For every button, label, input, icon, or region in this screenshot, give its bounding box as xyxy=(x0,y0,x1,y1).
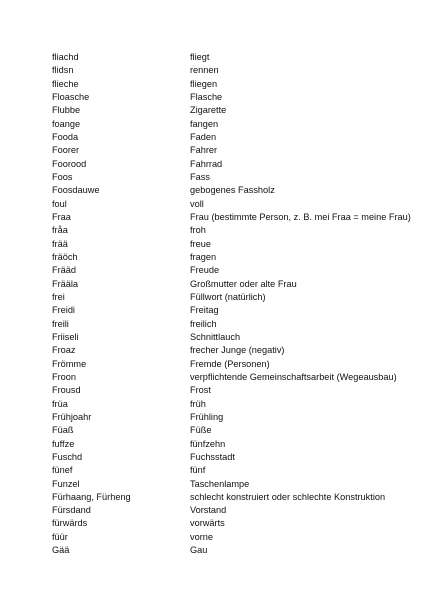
glossary-row xyxy=(52,451,412,464)
glossary-row xyxy=(52,64,412,77)
glossary-term: Fooda xyxy=(52,131,79,142)
glossary-row xyxy=(52,78,412,91)
glossary-term: Foorer xyxy=(52,145,80,156)
glossary-row xyxy=(52,331,412,344)
glossary-meaning: freue xyxy=(190,238,211,249)
glossary-row xyxy=(52,504,412,517)
glossary-row xyxy=(52,398,412,411)
glossary-table xyxy=(52,51,412,557)
glossary-term: Flubbe xyxy=(52,105,81,116)
glossary-meaning: froh xyxy=(190,225,206,236)
glossary-term: frei xyxy=(52,291,65,302)
glossary-row xyxy=(52,491,412,504)
glossary-meaning: Vorstand xyxy=(190,505,227,516)
glossary-meaning: Faden xyxy=(190,131,217,142)
glossary-row xyxy=(52,531,412,544)
glossary-row xyxy=(52,51,412,64)
glossary-term: fråa xyxy=(52,225,68,236)
glossary-meaning: Frühling xyxy=(190,411,224,422)
glossary-meaning: Taschenlampe xyxy=(190,478,250,489)
glossary-meaning: Frau (bestimmte Person, z. B. mei Fraa = meine Frau) xyxy=(190,211,411,222)
glossary-meaning: Frost xyxy=(190,385,211,396)
glossary-term: flieche xyxy=(52,78,79,89)
glossary-meaning: Großmutter oder alte Frau xyxy=(190,278,297,289)
glossary-term: frää xyxy=(52,238,68,249)
glossary-meaning: freilich xyxy=(190,318,217,329)
glossary-row xyxy=(52,384,412,397)
glossary-term: fürwärds xyxy=(52,518,88,529)
glossary-meaning: fragen xyxy=(190,251,217,262)
glossary-row xyxy=(52,358,412,371)
glossary-term: freili xyxy=(52,318,69,329)
glossary-row xyxy=(52,91,412,104)
glossary-term: früa xyxy=(52,398,68,409)
glossary-row xyxy=(52,211,412,224)
glossary-row xyxy=(52,264,412,277)
glossary-meaning: früh xyxy=(190,398,206,409)
glossary-term: Froaz xyxy=(52,345,76,356)
glossary-meaning: Füllwort (natürlich) xyxy=(190,291,266,302)
glossary-row xyxy=(52,198,412,211)
glossary-row xyxy=(52,291,412,304)
glossary-row xyxy=(52,371,412,384)
glossary-term: Gää xyxy=(52,545,70,556)
glossary-term: Funzel xyxy=(52,478,80,489)
glossary-term: fräöch xyxy=(52,251,78,262)
glossary-row xyxy=(52,118,412,131)
glossary-term: fuffze xyxy=(52,438,75,449)
glossary-meaning: fünf xyxy=(190,465,206,476)
glossary-meaning: verpflichtende Gemeinschaftsarbeit (Wegeausbau) xyxy=(190,371,397,382)
glossary-term: füür xyxy=(52,531,68,542)
glossary-term: flidsn xyxy=(52,65,74,76)
glossary-row xyxy=(52,344,412,357)
glossary-row xyxy=(52,411,412,424)
glossary-meaning: fliegen xyxy=(190,78,218,89)
glossary-term: Fraa xyxy=(52,211,71,222)
glossary-row xyxy=(52,304,412,317)
glossary-row xyxy=(52,478,412,491)
glossary-meaning: Fahrer xyxy=(190,145,218,156)
glossary-meaning: gebogenes Fassholz xyxy=(190,185,275,196)
glossary-row xyxy=(52,438,412,451)
glossary-meaning: Gau xyxy=(190,545,208,556)
glossary-meaning: voll xyxy=(190,198,204,209)
glossary-term: Floasche xyxy=(52,91,90,102)
glossary-meaning: Freude xyxy=(190,265,220,276)
glossary-row xyxy=(52,224,412,237)
glossary-row xyxy=(52,517,412,530)
glossary-term: Frääd xyxy=(52,265,77,276)
glossary-term: Fürsdand xyxy=(52,505,91,516)
glossary-meaning: fangen xyxy=(190,118,219,129)
glossary-term: Frousd xyxy=(52,385,81,396)
glossary-meaning: rennen xyxy=(190,65,219,76)
glossary-term: foul xyxy=(52,198,67,209)
glossary-term: Freidi xyxy=(52,305,75,316)
glossary-term: Fuschd xyxy=(52,451,83,462)
glossary-row xyxy=(52,104,412,117)
glossary-term: foange xyxy=(52,118,81,129)
glossary-row xyxy=(52,464,412,477)
glossary-term: Fürhaang, Fürheng xyxy=(52,491,131,502)
glossary-meaning: frecher Junge (negativ) xyxy=(190,345,285,356)
glossary-row xyxy=(52,171,412,184)
glossary-row xyxy=(52,424,412,437)
glossary-term: Frömme xyxy=(52,358,87,369)
glossary-meaning: Schnittlauch xyxy=(190,331,241,342)
glossary-row xyxy=(52,131,412,144)
glossary-term: Foorood xyxy=(52,158,87,169)
glossary-row xyxy=(52,278,412,291)
glossary-meaning: Zigarette xyxy=(190,105,227,116)
glossary-meaning: fliegt xyxy=(190,52,210,62)
glossary-term: fliachd xyxy=(52,52,79,62)
glossary-term: Frühjoahr xyxy=(52,411,92,422)
glossary-meaning: fünfzehn xyxy=(190,438,226,449)
glossary-term: Foos xyxy=(52,171,73,182)
glossary-row xyxy=(52,238,412,251)
glossary-meaning: vorwärts xyxy=(190,518,225,529)
glossary-row xyxy=(52,158,412,171)
glossary-row xyxy=(52,144,412,157)
glossary-meaning: Fahrrad xyxy=(190,158,223,169)
glossary-row xyxy=(52,184,412,197)
glossary-term: Füaß xyxy=(52,425,74,436)
glossary-term: Friiseli xyxy=(52,331,79,342)
glossary-meaning: Fuchsstadt xyxy=(190,451,235,462)
glossary-meaning: Fass xyxy=(190,171,210,182)
glossary-row xyxy=(52,251,412,264)
glossary-meaning: vorne xyxy=(190,531,213,542)
glossary-meaning: Freitag xyxy=(190,305,219,316)
glossary-term: Froon xyxy=(52,371,77,382)
glossary-row xyxy=(52,544,412,557)
glossary-meaning: Füße xyxy=(190,425,212,436)
glossary-meaning: schlecht konstruiert oder schlechte Konstruktion xyxy=(190,491,386,502)
glossary-term: Frääla xyxy=(52,278,79,289)
glossary-meaning: Fremde (Personen) xyxy=(190,358,270,369)
glossary-row xyxy=(52,318,412,331)
glossary-term: Foosdauwe xyxy=(52,185,100,196)
glossary-meaning: Flasche xyxy=(190,91,223,102)
glossary-term: fünef xyxy=(52,465,73,476)
